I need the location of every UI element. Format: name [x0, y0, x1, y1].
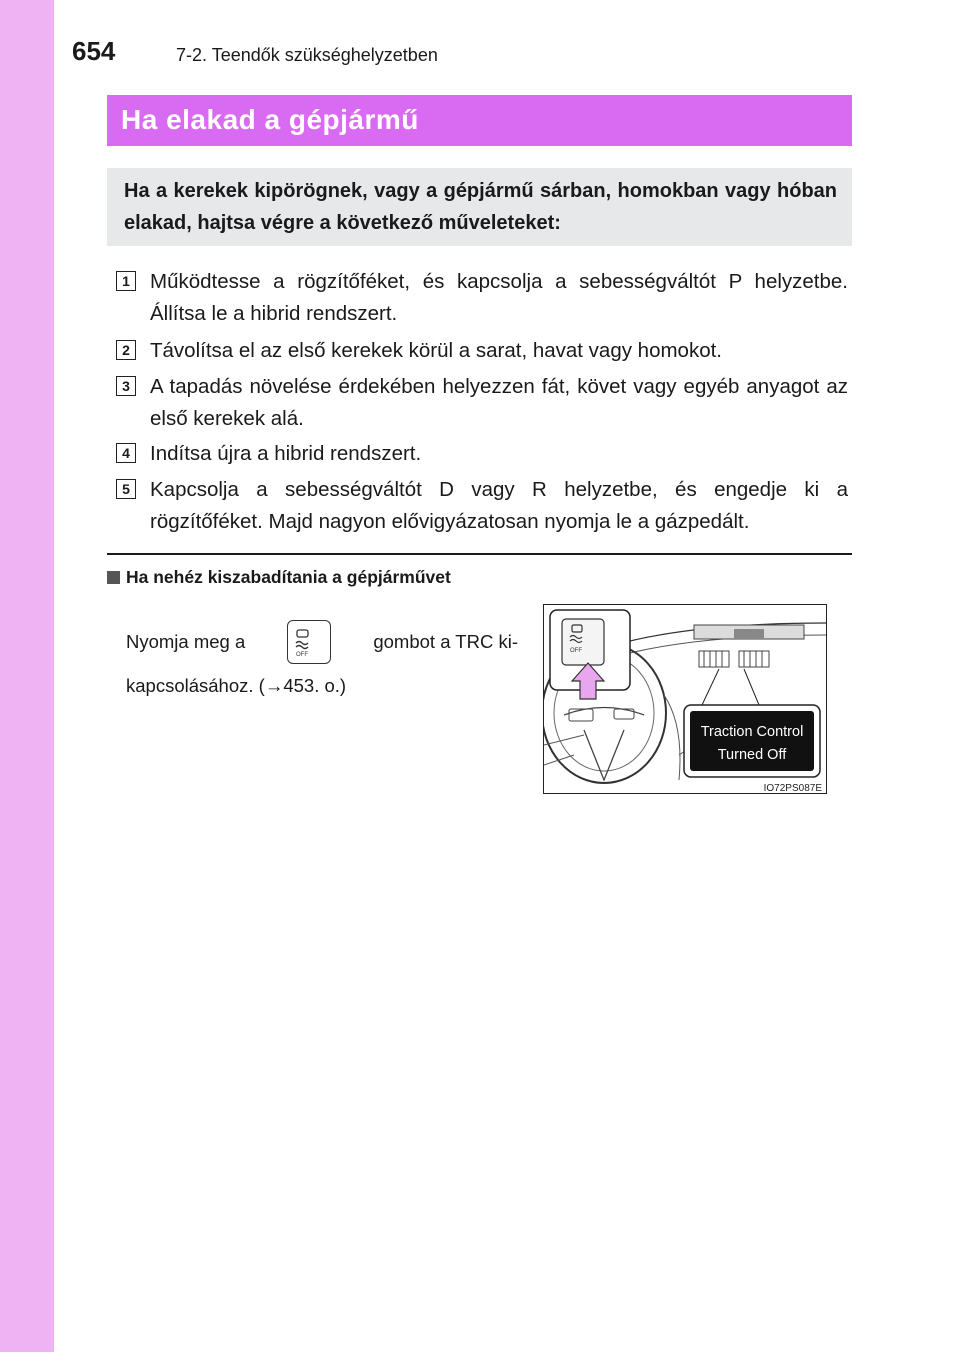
intro-box: [107, 168, 852, 246]
dashboard-illustration: [543, 604, 827, 794]
text-before: Nyomja meg a: [126, 631, 246, 652]
step-text: Kapcsolja a sebességváltót D vagy R helyzetbe, és engedje ki a rögzítőféket. Majd nagyon elővigyázatosan nyomja le a gázpedált.: [150, 478, 848, 533]
side-color-band: [0, 0, 54, 1352]
instruction-text: [126, 620, 518, 708]
step-number: 4: [116, 443, 136, 463]
square-bullet-icon: [107, 571, 120, 584]
figure-code: IO72PS087E: [763, 783, 822, 793]
intro-text: Ha a kerekek kipörögnek, vagy a gépjármű sárban, homokban vagy hóban elakad, hajtsa végre a következő műveleteket:: [124, 180, 837, 234]
step-text: Működtesse a rögzítőféket, és kapcsolja a sebességváltót P helyzetbe. Állítsa le a hibrid rendszert.: [150, 270, 848, 325]
sub-heading-text: Ha nehéz kiszabadítania a gépjárművet: [126, 567, 451, 587]
title-bar: [107, 95, 852, 146]
display-line-1: Traction Control: [700, 724, 804, 740]
step-text: Távolítsa el az első kerekek körül a sarat, havat vagy homokot.: [150, 339, 722, 362]
page-number: 654: [72, 36, 116, 66]
step-text: Indítsa újra a hibrid rendszert.: [150, 442, 422, 465]
text-line2: kapcsolásához. (→453. o.): [126, 675, 347, 696]
page-title: Ha elakad a gépjármű: [121, 104, 419, 135]
display-line-2: Turned Off: [717, 747, 787, 763]
section-divider: [107, 553, 852, 555]
step-number: 1: [116, 271, 136, 291]
step-text: A tapadás növelése érdekében helyezzen fát, követ vagy egyéb anyagot az első kerekek alá.: [150, 375, 848, 430]
text-after: gombot a TRC ki-: [373, 631, 518, 652]
figure-button-label: OFF: [570, 648, 582, 654]
step-number: 5: [116, 479, 136, 499]
step-number: 2: [116, 340, 136, 360]
step-number: 3: [116, 376, 136, 396]
section-header: 7-2. Teendők szükséghelyzetben: [176, 45, 438, 65]
dashboard-drawing: [544, 605, 826, 793]
button-off-label: OFF: [296, 652, 309, 658]
trc-off-button-icon: [287, 620, 331, 664]
sub-heading: [107, 567, 451, 588]
